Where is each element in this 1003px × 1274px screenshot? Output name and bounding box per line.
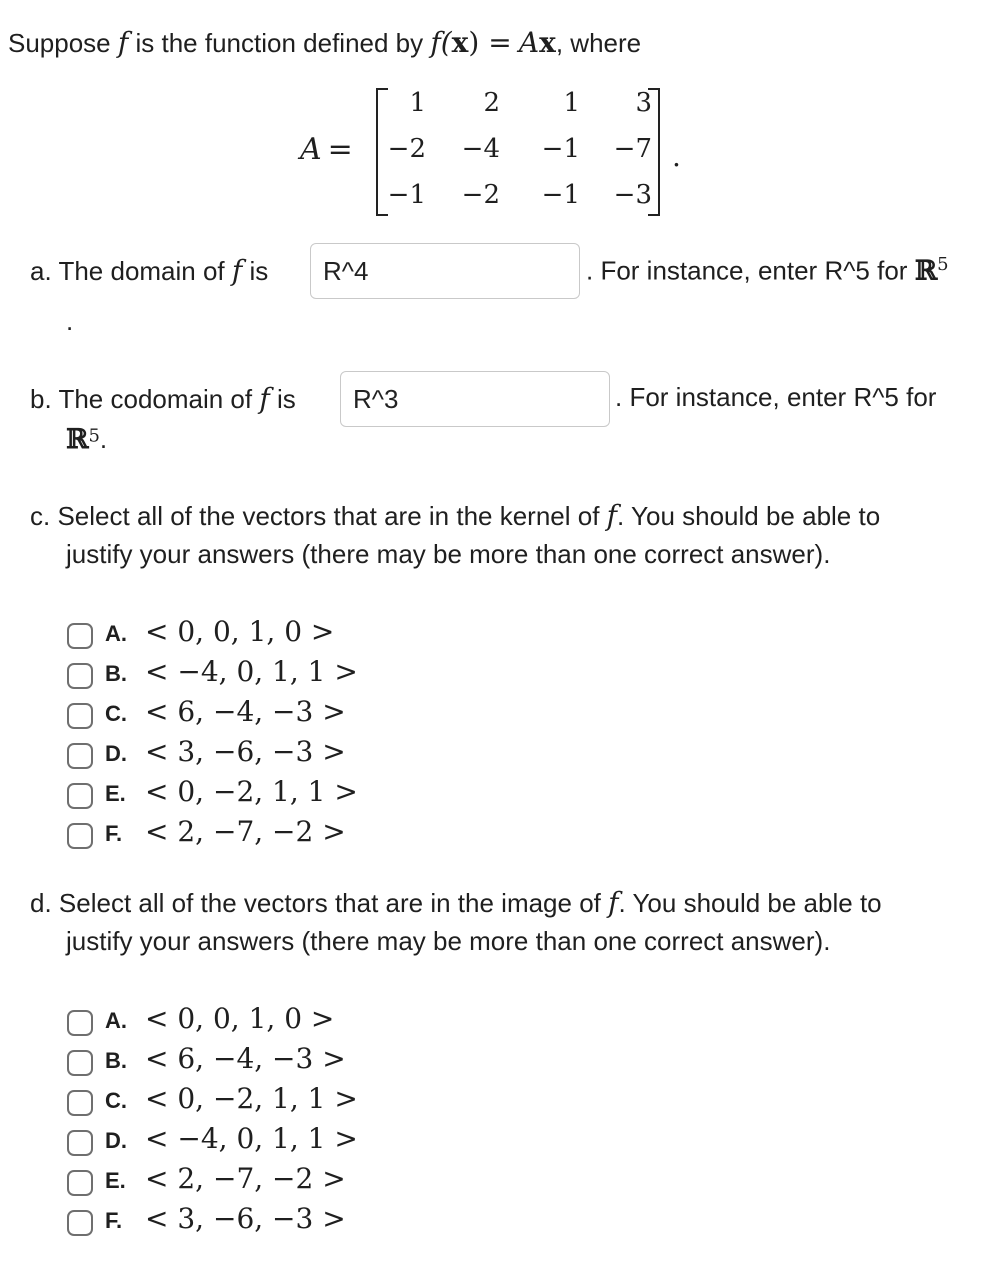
part-a-letter: a. bbox=[30, 256, 52, 286]
option-letter: C. bbox=[105, 701, 127, 726]
option-vector: < −4, 0, 1, 1 > bbox=[145, 655, 358, 688]
option-vector: < 6, −4, −3 > bbox=[145, 1042, 346, 1075]
intro-trail: , where bbox=[555, 28, 642, 58]
part-b-text: The codomain of bbox=[58, 384, 253, 414]
part-a-hint-text: . For instance, enter R^5 for bbox=[586, 255, 908, 286]
part-d-letter: d. bbox=[30, 888, 52, 918]
checkbox[interactable] bbox=[67, 623, 93, 649]
option-vector: < 3, −6, −3 > bbox=[145, 735, 346, 768]
option-letter: B. bbox=[105, 1048, 127, 1073]
part-b-exp: 5 bbox=[88, 425, 100, 447]
checkbox[interactable] bbox=[67, 1010, 93, 1036]
intro-sentence bbox=[8, 24, 641, 62]
option-vector: < 0, 0, 1, 0 > bbox=[145, 615, 335, 648]
part-d-line2: justify your answers (there may be more than one correct answer). bbox=[66, 926, 831, 956]
matrix-cell: −7 bbox=[613, 134, 652, 164]
part-b-rset: ℝ bbox=[66, 424, 89, 455]
part-a-rset: ℝ bbox=[914, 255, 938, 287]
option-vector: < 3, −6, −3 > bbox=[145, 1202, 346, 1235]
matrix-cell: −1 bbox=[387, 180, 426, 210]
part-d-line1 bbox=[30, 886, 882, 919]
intro-f: f bbox=[117, 26, 129, 59]
matrix-cell: 2 bbox=[483, 88, 500, 118]
option-vector: < 6, −4, −3 > bbox=[145, 695, 346, 728]
matrix-A bbox=[300, 86, 700, 216]
part-b-is: is bbox=[276, 384, 296, 414]
part-a-exp: 5 bbox=[937, 254, 949, 275]
matrix-cell: 3 bbox=[635, 88, 652, 118]
checkbox[interactable] bbox=[67, 1210, 93, 1236]
option-letter: F. bbox=[105, 821, 123, 846]
part-c-line2: justify your answers (there may be more than one correct answer). bbox=[66, 539, 831, 569]
part-c-text-b: . You should be able to bbox=[617, 501, 881, 531]
option-letter: D. bbox=[105, 741, 127, 766]
part-c-line1 bbox=[30, 499, 880, 532]
option-vector: < 0, 0, 1, 0 > bbox=[145, 1002, 335, 1035]
matrix-grid bbox=[376, 86, 660, 214]
matrix-cell: −1 bbox=[541, 134, 580, 164]
part-d-f: f bbox=[608, 886, 619, 919]
part-a-is: is bbox=[249, 256, 269, 286]
option-letter: F. bbox=[105, 1208, 123, 1233]
option-vector: < 0, −2, 1, 1 > bbox=[145, 1082, 358, 1115]
checkbox[interactable] bbox=[67, 1090, 93, 1116]
part-b-letter: b. bbox=[30, 384, 52, 414]
option-vector: < −4, 0, 1, 1 > bbox=[145, 1122, 358, 1155]
part-a-f: f bbox=[231, 254, 243, 287]
formula-lhs: f( bbox=[430, 26, 452, 59]
formula-mid: ) = bbox=[468, 26, 512, 59]
checkbox[interactable] bbox=[67, 1050, 93, 1076]
part-a-hint bbox=[586, 254, 949, 287]
matrix-cell: −3 bbox=[613, 180, 652, 210]
option-letter: D. bbox=[105, 1128, 127, 1153]
part-b-rset-line bbox=[66, 424, 107, 455]
option-letter: E. bbox=[105, 1168, 126, 1193]
part-b-period: . bbox=[99, 424, 108, 454]
part-c-text: Select all of the vectors that are in the kernel of bbox=[57, 501, 600, 531]
part-a-label bbox=[30, 254, 268, 287]
matrix-period: . bbox=[672, 140, 681, 173]
intro-middle: is the function defined by bbox=[135, 28, 424, 58]
part-a-text: The domain of bbox=[58, 256, 225, 286]
formula-x2: x bbox=[539, 26, 556, 59]
matrix-equals: = bbox=[327, 132, 353, 167]
option-vector: < 2, −7, −2 > bbox=[145, 1162, 346, 1195]
part-d-text: Select all of the vectors that are in the image of bbox=[58, 888, 601, 918]
part-a-period: . bbox=[66, 306, 74, 336]
option-vector: < 0, −2, 1, 1 > bbox=[145, 775, 358, 808]
codomain-answer-field[interactable]: R^3 bbox=[340, 371, 610, 427]
checkbox[interactable] bbox=[67, 783, 93, 809]
option-vector: < 2, −7, −2 > bbox=[145, 815, 346, 848]
checkbox[interactable] bbox=[67, 703, 93, 729]
option-letter: A. bbox=[105, 621, 127, 646]
formula-x: x bbox=[451, 26, 469, 59]
checkbox[interactable] bbox=[67, 743, 93, 769]
formula-A: A bbox=[518, 26, 540, 59]
matrix-cell: 1 bbox=[409, 88, 426, 118]
part-b-f: f bbox=[259, 382, 270, 415]
part-b-label bbox=[30, 382, 296, 415]
option-letter: A. bbox=[105, 1008, 127, 1033]
checkbox[interactable] bbox=[67, 1170, 93, 1196]
matrix-cell: −4 bbox=[461, 134, 500, 164]
domain-answer-field[interactable]: R^4 bbox=[310, 243, 580, 299]
matrix-label bbox=[300, 132, 353, 167]
matrix-cell: −2 bbox=[461, 180, 500, 210]
checkbox[interactable] bbox=[67, 1130, 93, 1156]
part-b-hint: . For instance, enter R^5 for bbox=[615, 382, 937, 412]
matrix-cell: 1 bbox=[563, 88, 580, 118]
intro-lead: Suppose bbox=[8, 28, 111, 58]
matrix-name: A bbox=[300, 132, 322, 167]
part-d-text-b: . You should be able to bbox=[618, 888, 882, 918]
checkbox[interactable] bbox=[67, 663, 93, 689]
matrix-cell: −1 bbox=[541, 180, 580, 210]
matrix-cell: −2 bbox=[387, 134, 426, 164]
option-letter: B. bbox=[105, 661, 127, 686]
checkbox[interactable] bbox=[67, 823, 93, 849]
part-c-f: f bbox=[606, 499, 618, 532]
option-letter: E. bbox=[105, 781, 126, 806]
option-letter: C. bbox=[105, 1088, 127, 1113]
part-c-letter: c. bbox=[30, 501, 51, 531]
